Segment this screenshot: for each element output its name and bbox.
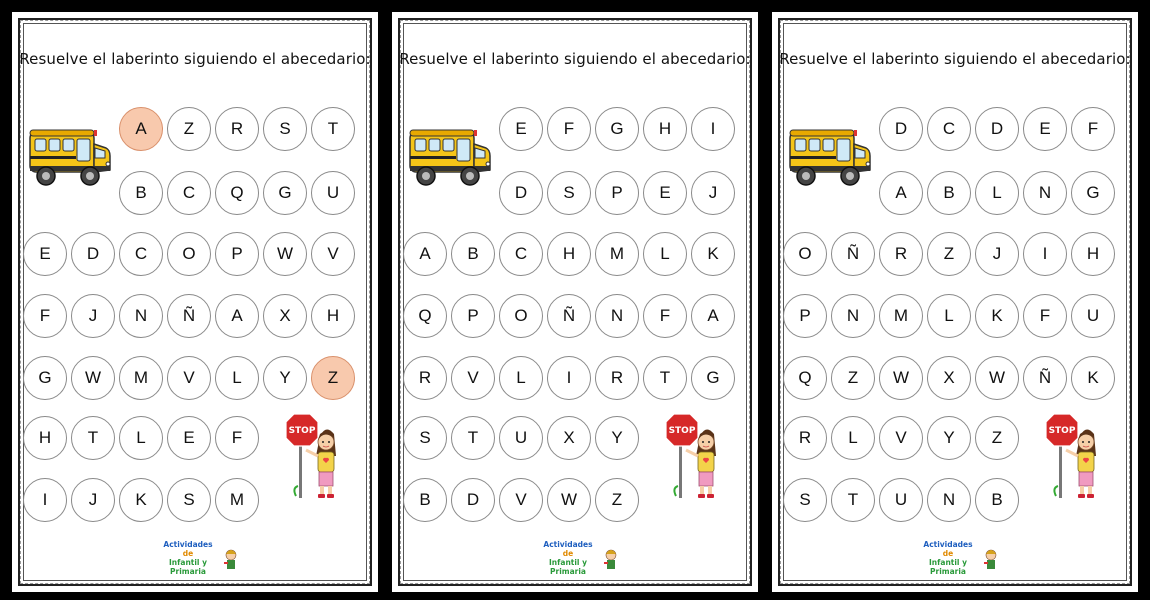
letter-circle[interactable]: P [595, 171, 639, 215]
letter-circle[interactable]: C [119, 232, 163, 276]
letter-circle[interactable]: U [1071, 294, 1115, 338]
letter-circle[interactable]: R [879, 232, 923, 276]
logo-icon [152, 540, 242, 576]
letter-circle[interactable]: L [927, 294, 971, 338]
letter-circle[interactable]: I [691, 107, 735, 151]
letter-circle[interactable]: Z [975, 416, 1019, 460]
letter-circle[interactable]: E [167, 416, 211, 460]
letter-circle[interactable]: A [403, 232, 447, 276]
letter-circle[interactable]: S [263, 107, 307, 151]
letter-circle[interactable]: H [643, 107, 687, 151]
letter-circle[interactable]: J [691, 171, 735, 215]
letter-circle[interactable]: Y [263, 356, 307, 400]
instruction-title: Resuelve el laberinto siguiendo el abecedario: [399, 50, 751, 68]
letter-circle[interactable]: W [263, 232, 307, 276]
letter-circle[interactable]: L [119, 416, 163, 460]
letter-circle[interactable]: Q [403, 294, 447, 338]
letter-circle[interactable]: N [831, 294, 875, 338]
letter-circle[interactable]: G [23, 356, 67, 400]
letter-circle[interactable]: R [215, 107, 259, 151]
letter-circle[interactable]: B [927, 171, 971, 215]
letter-circle[interactable]: S [403, 416, 447, 460]
letter-circle[interactable]: D [71, 232, 115, 276]
logo-icon [532, 540, 622, 576]
letter-circle[interactable]: L [831, 416, 875, 460]
svg-text:STOP: STOP [288, 426, 316, 436]
letter-circle[interactable]: H [23, 416, 67, 460]
letter-circle[interactable]: X [547, 416, 591, 460]
letter-circle[interactable]: G [263, 171, 307, 215]
letter-circle[interactable]: E [1023, 107, 1067, 151]
letter-circle[interactable]: W [975, 356, 1019, 400]
letter-circle[interactable]: Ñ [1023, 356, 1067, 400]
letter-circle[interactable]: E [643, 171, 687, 215]
letter-circle[interactable]: Z [311, 356, 355, 400]
letter-circle[interactable]: I [23, 478, 67, 522]
logo-line-2: de [182, 549, 194, 558]
letter-circle[interactable]: N [119, 294, 163, 338]
letter-circle[interactable]: U [499, 416, 543, 460]
letter-circle[interactable]: A [119, 107, 163, 151]
letter-circle[interactable]: V [499, 478, 543, 522]
letter-circle[interactable]: P [451, 294, 495, 338]
letter-circle[interactable]: Q [783, 356, 827, 400]
letter-circle[interactable]: V [167, 356, 211, 400]
letter-circle[interactable]: V [451, 356, 495, 400]
letter-circle[interactable]: D [975, 107, 1019, 151]
logo-line-1: Actividades [923, 540, 973, 549]
letter-circle[interactable]: E [499, 107, 543, 151]
worksheet-1 [12, 12, 378, 592]
letter-circle[interactable]: T [831, 478, 875, 522]
letter-circle[interactable]: H [311, 294, 355, 338]
letter-circle[interactable]: S [167, 478, 211, 522]
letter-circle[interactable]: L [499, 356, 543, 400]
letter-circle[interactable]: V [311, 232, 355, 276]
letter-circle[interactable]: Z [831, 356, 875, 400]
instruction-title: Resuelve el laberinto siguiendo el abecedario: [779, 50, 1131, 68]
letter-circle[interactable]: F [1071, 107, 1115, 151]
letter-circle[interactable]: I [1023, 232, 1067, 276]
letter-circle[interactable]: Y [595, 416, 639, 460]
worksheet-3 [772, 12, 1138, 592]
instruction-title: Resuelve el laberinto siguiendo el abecedario: [19, 50, 371, 68]
logo-line-1: Actividades [163, 540, 213, 549]
stop-sign-girl-icon [286, 410, 342, 502]
letter-circle[interactable]: R [403, 356, 447, 400]
letter-circle[interactable]: Z [167, 107, 211, 151]
letter-circle[interactable]: E [23, 232, 67, 276]
letter-circle[interactable]: D [451, 478, 495, 522]
letter-circle[interactable]: N [1023, 171, 1067, 215]
letter-circle[interactable]: W [547, 478, 591, 522]
letter-circle[interactable]: P [215, 232, 259, 276]
letter-circle[interactable]: B [403, 478, 447, 522]
letter-circle[interactable]: K [691, 232, 735, 276]
letter-circle[interactable]: O [499, 294, 543, 338]
letter-circle[interactable]: L [215, 356, 259, 400]
letter-circle[interactable]: J [71, 294, 115, 338]
logo-icon [912, 540, 1002, 576]
letter-circle[interactable]: U [879, 478, 923, 522]
letter-circle[interactable]: C [927, 107, 971, 151]
logo-line-3: Infantil y Primaria [168, 558, 208, 576]
stop-sign-girl-icon [1046, 410, 1102, 502]
letter-circle[interactable]: H [547, 232, 591, 276]
letter-circle[interactable]: T [311, 107, 355, 151]
school-bus-icon [788, 124, 872, 190]
letter-circle[interactable]: T [451, 416, 495, 460]
letter-circle[interactable]: G [691, 356, 735, 400]
letter-circle[interactable]: K [119, 478, 163, 522]
letter-circle[interactable]: G [595, 107, 639, 151]
letter-circle[interactable]: F [643, 294, 687, 338]
letter-circle[interactable]: W [879, 356, 923, 400]
letter-circle[interactable]: V [879, 416, 923, 460]
letter-circle[interactable]: K [975, 294, 1019, 338]
worksheet-2 [392, 12, 758, 592]
letter-circle[interactable]: N [595, 294, 639, 338]
letter-circle[interactable]: J [71, 478, 115, 522]
letter-circle[interactable]: R [783, 416, 827, 460]
letter-circle[interactable]: L [643, 232, 687, 276]
letter-circle[interactable]: B [119, 171, 163, 215]
letter-circle[interactable]: A [691, 294, 735, 338]
letter-circle[interactable]: Z [927, 232, 971, 276]
letter-circle[interactable]: I [547, 356, 591, 400]
letter-circle[interactable]: N [927, 478, 971, 522]
letter-circle[interactable]: M [215, 478, 259, 522]
letter-circle[interactable]: L [975, 171, 1019, 215]
letter-circle[interactable]: B [451, 232, 495, 276]
letter-circle[interactable]: P [783, 294, 827, 338]
letter-circle[interactable]: B [975, 478, 1019, 522]
letter-circle[interactable]: C [499, 232, 543, 276]
letter-circle[interactable]: Ñ [831, 232, 875, 276]
letter-circle[interactable]: D [879, 107, 923, 151]
letter-circle[interactable]: W [71, 356, 115, 400]
letter-circle[interactable]: Q [215, 171, 259, 215]
logo-line-2: de [942, 549, 954, 558]
letter-circle[interactable]: X [263, 294, 307, 338]
school-bus-icon [408, 124, 492, 190]
letter-circle[interactable]: A [215, 294, 259, 338]
letter-circle[interactable]: Y [927, 416, 971, 460]
letter-circle[interactable]: T [71, 416, 115, 460]
letter-circle[interactable]: J [975, 232, 1019, 276]
logo-line-1: Actividades [543, 540, 593, 549]
stop-sign-girl-icon [666, 410, 722, 502]
logo-line-2: de [562, 549, 574, 558]
letter-circle[interactable]: A [879, 171, 923, 215]
letter-circle[interactable]: U [311, 171, 355, 215]
letter-circle[interactable]: M [595, 232, 639, 276]
letter-circle[interactable]: F [1023, 294, 1067, 338]
letter-circle[interactable]: F [547, 107, 591, 151]
logo-line-3: Infantil y Primaria [928, 558, 968, 576]
letter-circle[interactable]: M [879, 294, 923, 338]
svg-text:STOP: STOP [1048, 426, 1076, 436]
letter-circle[interactable]: T [643, 356, 687, 400]
letter-circle[interactable]: X [927, 356, 971, 400]
letter-circle[interactable]: F [215, 416, 259, 460]
letter-circle[interactable]: H [1071, 232, 1115, 276]
letter-circle[interactable]: C [167, 171, 211, 215]
letter-circle[interactable]: Ñ [167, 294, 211, 338]
letter-circle[interactable]: R [595, 356, 639, 400]
letter-circle[interactable]: O [167, 232, 211, 276]
letter-circle[interactable]: S [547, 171, 591, 215]
letter-circle[interactable]: F [23, 294, 67, 338]
logo-line-3: Infantil y Primaria [548, 558, 588, 576]
letter-circle[interactable]: K [1071, 356, 1115, 400]
letter-circle[interactable]: S [783, 478, 827, 522]
letter-circle[interactable]: Ñ [547, 294, 591, 338]
letter-circle[interactable]: Z [595, 478, 639, 522]
letter-circle[interactable]: G [1071, 171, 1115, 215]
school-bus-icon [28, 124, 112, 190]
svg-text:STOP: STOP [668, 426, 696, 436]
letter-circle[interactable]: M [119, 356, 163, 400]
letter-circle[interactable]: D [499, 171, 543, 215]
letter-circle[interactable]: O [783, 232, 827, 276]
